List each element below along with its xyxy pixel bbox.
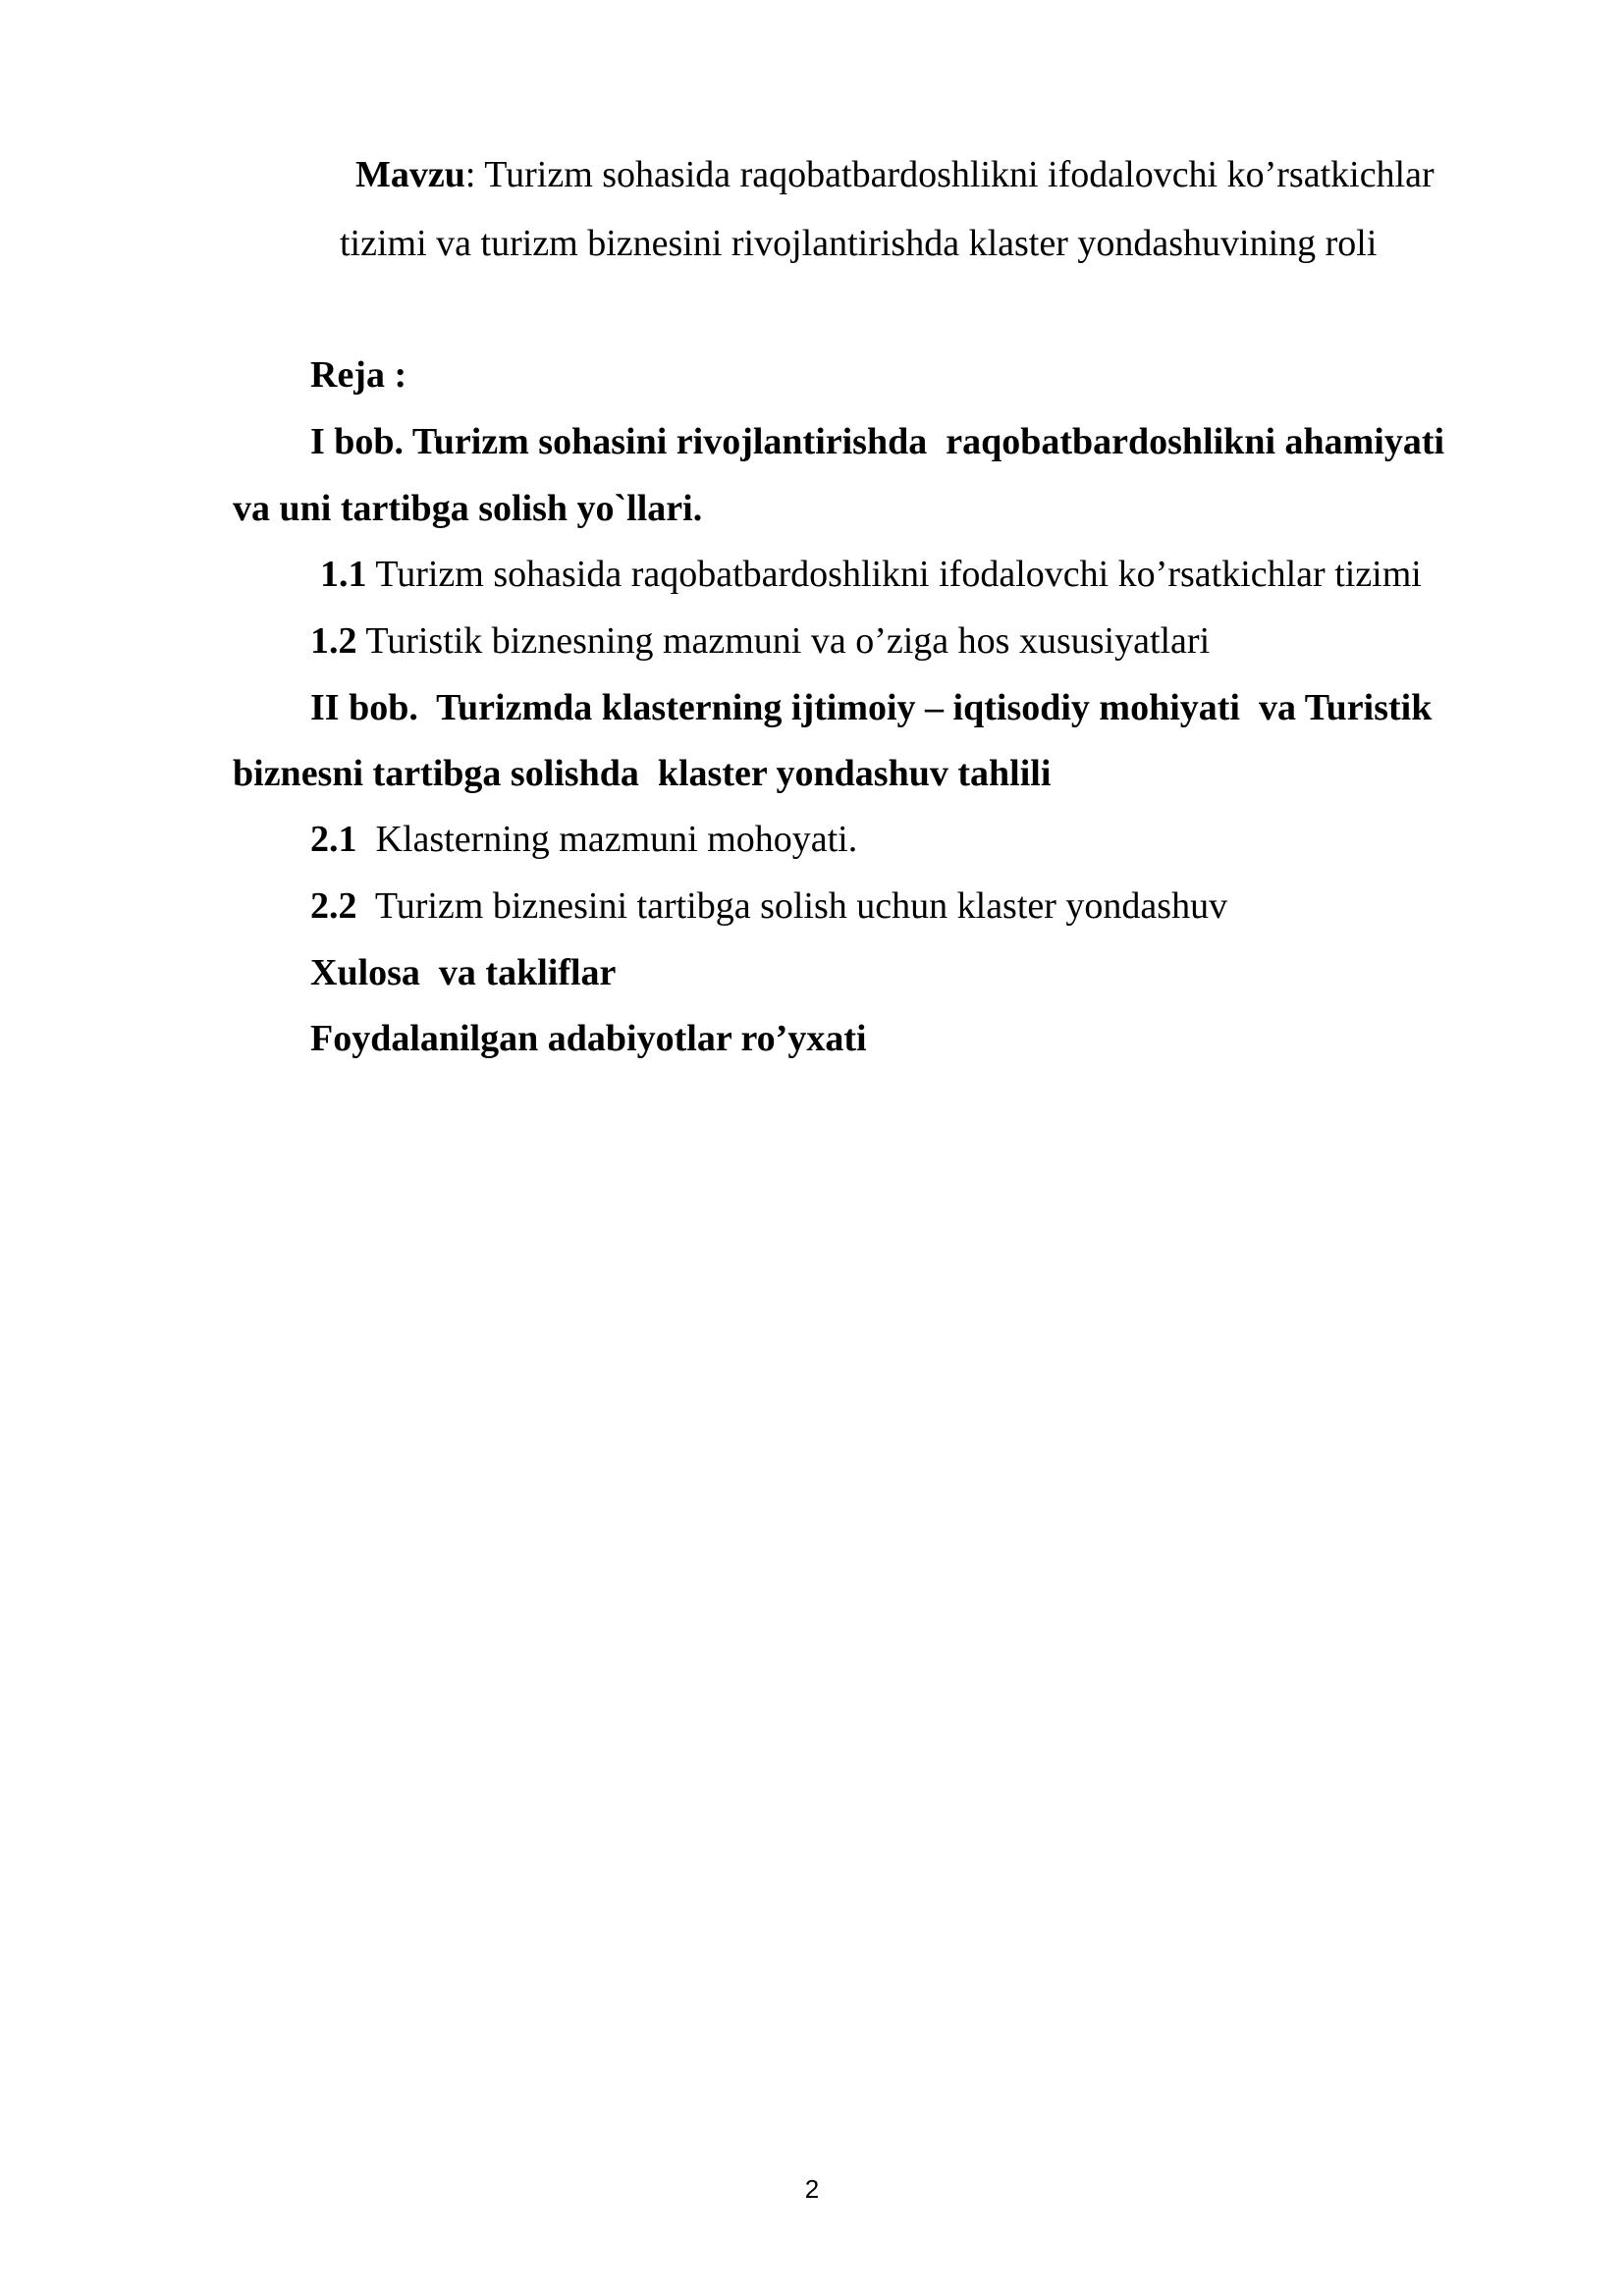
- section-1-2-number: 1.2: [310, 620, 357, 662]
- topic-text-1: Turizm sohasida raqobatbardoshlikni ifodalovchi ko’rsatkichlar: [475, 154, 1435, 195]
- chapter-1-title-line-2: va uni tartibga solish yo`llari.: [233, 488, 703, 529]
- references-heading: Foydalanilgan adabiyotlar ro’yxati: [310, 1018, 867, 1059]
- section-2-1-text: Klasterning mazmuni mohoyati.: [356, 819, 858, 860]
- conclusion-heading: Xulosa va takliflar: [310, 952, 617, 993]
- section-1-1-text: Turizm sohasida raqobatbardoshlikni ifodalovchi ko’rsatkichlar tizimi: [366, 554, 1422, 595]
- section-2-2: [310, 882, 1227, 930]
- section-1-1: [320, 551, 1422, 598]
- section-1-2: [310, 617, 1210, 665]
- topic-separator: :: [464, 154, 476, 195]
- section-2-2-text: Turizm biznesini tartibga solish uchun klaster yondashuv: [356, 885, 1228, 927]
- section-1-2-text: Turistik biznesning mazmuni va o’ziga hos xususiyatlari: [356, 620, 1211, 662]
- plan-title: Reja :: [310, 354, 407, 396]
- topic-line-1: [355, 151, 1435, 198]
- page-number: 2: [804, 2174, 820, 2204]
- chapter-2-title-line-1: II bob. Turizmda klasterning ijtimoiy – iqtisodiy mohiyati va Turistik: [310, 687, 1433, 728]
- section-1-1-number: 1.1: [320, 554, 367, 595]
- chapter-1-title-line-1: I bob. Turizm sohasini rivojlantirishda raqobatbardoshlikni ahamiyati: [310, 421, 1445, 462]
- section-2-1: [310, 816, 857, 863]
- section-2-1-number: 2.1: [310, 819, 357, 860]
- topic-label: Mavzu: [355, 154, 465, 195]
- section-2-2-number: 2.2: [310, 885, 357, 927]
- chapter-2-title-line-2: biznesni tartibga solishda klaster yondashuv tahlili: [233, 753, 1052, 794]
- topic-line-2: tizimi va turizm biznesini rivojlantirishda klaster yondashuvining roli: [340, 223, 1378, 264]
